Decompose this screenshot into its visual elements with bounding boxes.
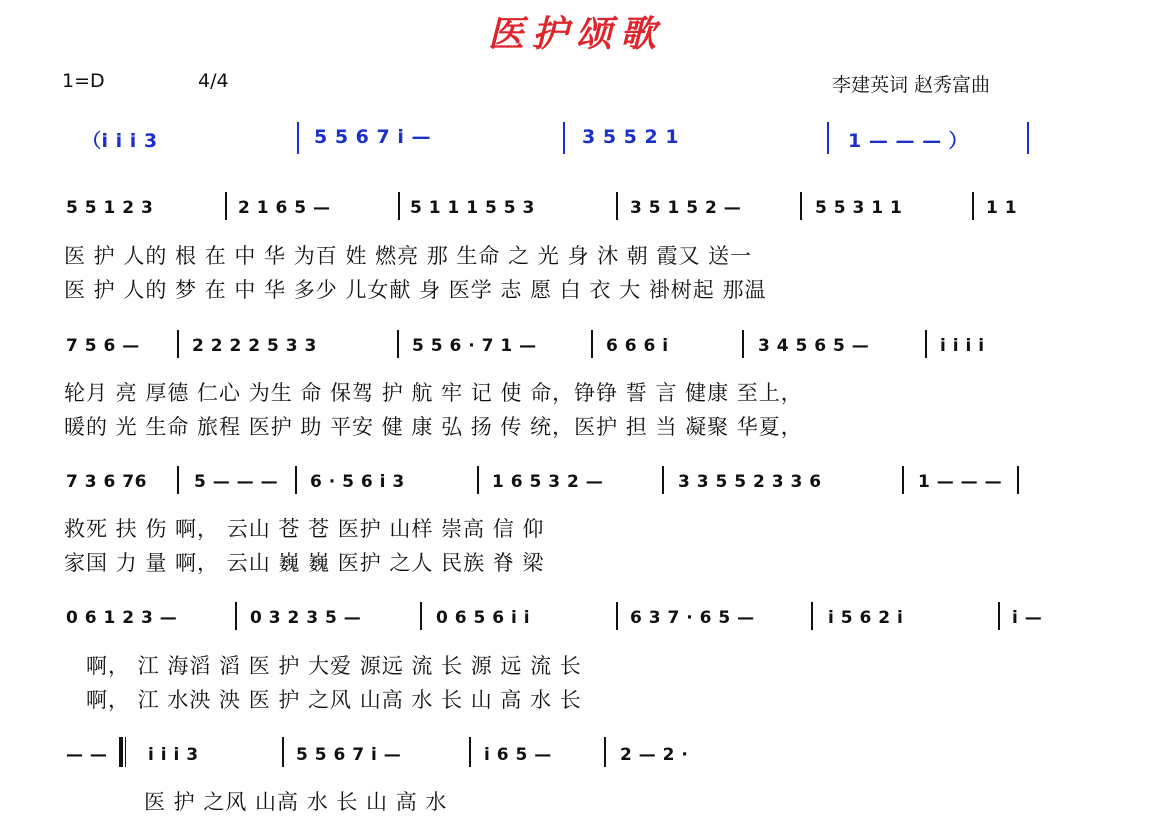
barline	[420, 602, 422, 630]
key-signature: 1=D	[62, 70, 105, 92]
barline	[235, 602, 237, 630]
barline	[469, 737, 471, 767]
barline	[397, 330, 399, 358]
barline	[591, 330, 593, 358]
measure: 3 3 5 5 2 3 3 6	[678, 472, 822, 492]
measure: 5 5 6 · 7 1 —	[412, 336, 537, 356]
barline	[563, 122, 565, 154]
credits: 李建英词 赵秀富曲	[832, 74, 991, 96]
intro-measure-2: 5 5 6 7 i —	[314, 126, 431, 148]
measure: 0 6 1 2 3 —	[66, 608, 178, 628]
lyrics-verse-2: 家国 力 量 啊， 云山 巍 巍 医护 之人 民族 脊 梁	[64, 551, 545, 575]
repeat-barline-thin	[125, 737, 126, 767]
lyrics-verse-2: 啊， 江 水泱 泱 医 护 之风 山高 水 长 山 高 水 长	[86, 688, 582, 712]
measure: 2 2 2 2 5 3 3	[192, 336, 317, 356]
measure: 6 6 6 i	[606, 336, 669, 356]
measure: 7 5 6 —	[66, 336, 140, 356]
time-signature: 4/4	[198, 70, 229, 92]
song-title: 医护颂歌	[487, 13, 664, 55]
measure: 5 1 1 1 5 5 3	[410, 198, 535, 218]
barline	[1017, 466, 1019, 494]
lyrics-verse-1: 医 护 之风 山高 水 长 山 高 水	[144, 790, 448, 814]
barline	[925, 330, 927, 358]
barline	[811, 602, 813, 630]
measure: 0 3 2 3 5 —	[250, 608, 362, 628]
barline	[604, 737, 606, 767]
measure: 5 5 3 1 1	[815, 198, 903, 218]
barline	[662, 466, 664, 494]
lyrics-verse-1: 啊， 江 海滔 滔 医 护 大爱 源远 流 长 源 远 流 长	[86, 654, 582, 678]
measure: 1 1	[986, 198, 1018, 218]
intro-measure-3: 3 5 5 2 1	[582, 126, 680, 148]
measure: 2 — 2 ·	[620, 745, 689, 765]
barline	[177, 466, 179, 494]
measure: — —	[66, 745, 108, 765]
barline	[295, 466, 297, 494]
barline	[827, 122, 829, 154]
measure: 5 5 6 7 i —	[296, 745, 402, 765]
barline	[225, 192, 227, 220]
measure: 1 — — —	[918, 472, 1003, 492]
measure: 6 · 5 6 i 3	[310, 472, 405, 492]
lyrics-verse-1: 轮月 亮 厚德 仁心 为生 命 保驾 护 航 牢 记 使 命，铮铮 誓 言 健康 至上，	[64, 381, 803, 405]
barline	[398, 192, 400, 220]
measure: i i i 3	[148, 745, 199, 765]
barline	[972, 192, 974, 220]
lyrics-verse-2: 医 护 人的 梦 在 中 华 多少 儿女献 身 医学 志 愿 白 衣 大 褂树起 那温	[64, 278, 767, 302]
measure: 3 4 5 6 5 —	[758, 336, 870, 356]
barline	[742, 330, 744, 358]
intro-measure-1: （i i i 3	[82, 130, 158, 152]
lyrics-verse-1: 医 护 人的 根 在 中 华 为百 姓 燃亮 那 生命 之 光 身 沐 朝 霞又 送一	[64, 244, 753, 268]
repeat-barline	[119, 737, 123, 767]
barline	[616, 192, 618, 220]
measure: 7 3 6 76	[66, 472, 147, 492]
barline	[800, 192, 802, 220]
barline	[177, 330, 179, 358]
measure: i i i i	[940, 336, 985, 356]
measure: 6 3 7 · 6 5 —	[630, 608, 755, 628]
measure: 2 1 6 5 —	[238, 198, 331, 218]
barline	[902, 466, 904, 494]
lyrics-verse-2: 暖的 光 生命 旅程 医护 助 平安 健 康 弘 扬 传 统，医护 担 当 凝聚 华夏，	[64, 415, 803, 439]
intro-measure-4: 1 — — — ）	[848, 130, 969, 152]
lyrics-verse-1: 救死 扶 伤 啊， 云山 苍 苍 医护 山样 崇高 信 仰	[64, 517, 545, 541]
barline	[282, 737, 284, 767]
barline	[1027, 122, 1029, 154]
barline	[616, 602, 618, 630]
barline	[477, 466, 479, 494]
measure: 0 6 5 6 i i	[436, 608, 531, 628]
measure: 5 5 1 2 3	[66, 198, 154, 218]
measure: i 6 5 —	[484, 745, 552, 765]
measure: i —	[1012, 608, 1043, 628]
barline	[297, 122, 299, 154]
measure: 3 5 1 5 2 —	[630, 198, 742, 218]
measure: 5 — — —	[194, 472, 279, 492]
barline	[998, 602, 1000, 630]
measure: 1 6 5 3 2 —	[492, 472, 604, 492]
measure: i 5 6 2 i	[828, 608, 904, 628]
